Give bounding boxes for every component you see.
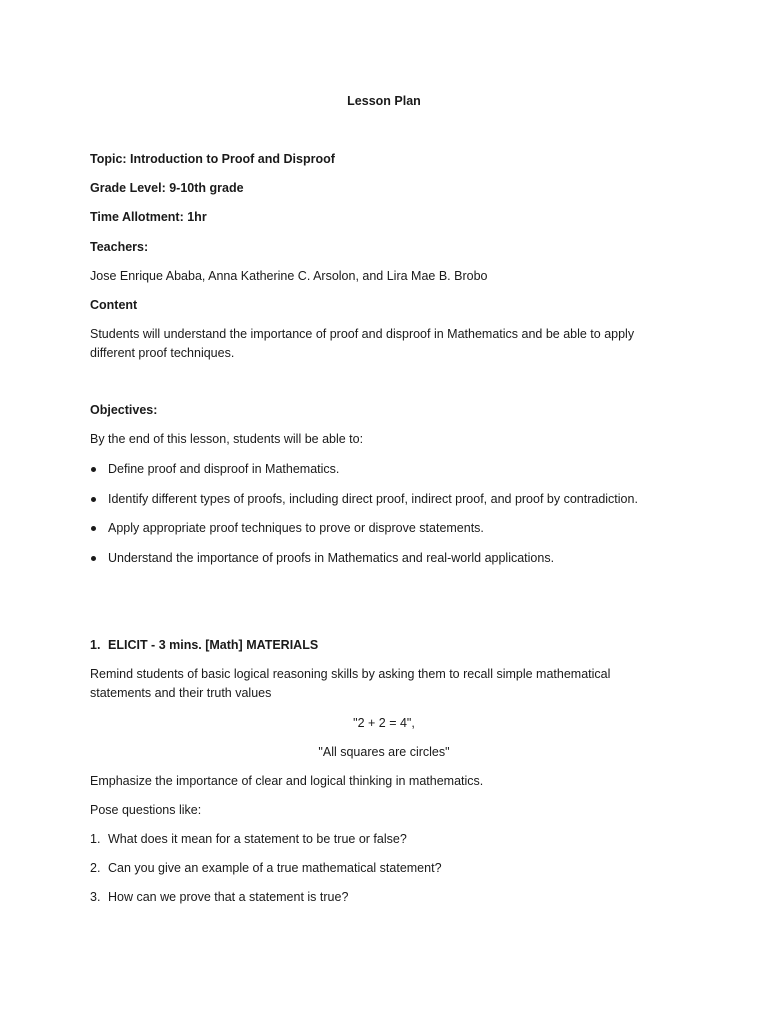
topic-line: Topic: Introduction to Proof and Disproof — [90, 152, 335, 166]
question-number: 2. — [90, 861, 101, 875]
teachers-label: Teachers: — [90, 240, 149, 254]
pose-questions-line: Pose questions like: — [90, 803, 202, 817]
question-text: What does it mean for a statement to be true or false? — [108, 832, 407, 846]
section-number: 1. — [90, 638, 101, 652]
objectives-intro: By the end of this lesson, students will be able to: — [90, 432, 364, 446]
teachers-names: Jose Enrique Ababa, Anna Katherine C. Arsolon, and Lira Mae B. Brobo — [90, 269, 488, 283]
objective-text: Apply appropriate proof techniques to prove or disprove statements. — [108, 521, 484, 535]
example-statement-1: "2 + 2 = 4", — [353, 716, 415, 730]
example-statement-2: "All squares are circles" — [318, 745, 450, 759]
objectives-label: Objectives: — [90, 403, 158, 417]
objective-text: Define proof and disproof in Mathematics. — [108, 462, 340, 476]
emphasize-line: Emphasize the importance of clear and logical thinking in mathematics. — [90, 774, 484, 788]
objective-text: Understand the importance of proofs in Mathematics and real-world applications. — [108, 551, 555, 565]
question-text: How can we prove that a statement is true? — [108, 890, 349, 904]
section-heading-text: ELICIT - 3 mins. [Math] MATERIALS — [108, 638, 319, 652]
question-number: 1. — [90, 832, 101, 846]
time-allotment-line: Time Allotment: 1hr — [90, 210, 207, 224]
content-paragraph: Students will understand the importance of proof and disproof in Mathematics and be able to apply different proof techniques. — [90, 327, 635, 360]
document-title: Lesson Plan — [347, 94, 421, 108]
remind-paragraph: Remind students of basic logical reasoning skills by asking them to recall simple mathematical statements and their truth values — [90, 667, 611, 700]
question-number: 3. — [90, 890, 101, 904]
content-label: Content — [90, 298, 138, 312]
question-text: Can you give an example of a true mathematical statement? — [108, 861, 442, 875]
objective-text: Identify different types of proofs, including direct proof, indirect proof, and proof by contradiction. — [108, 492, 638, 506]
grade-level-line: Grade Level: 9-10th grade — [90, 181, 244, 195]
